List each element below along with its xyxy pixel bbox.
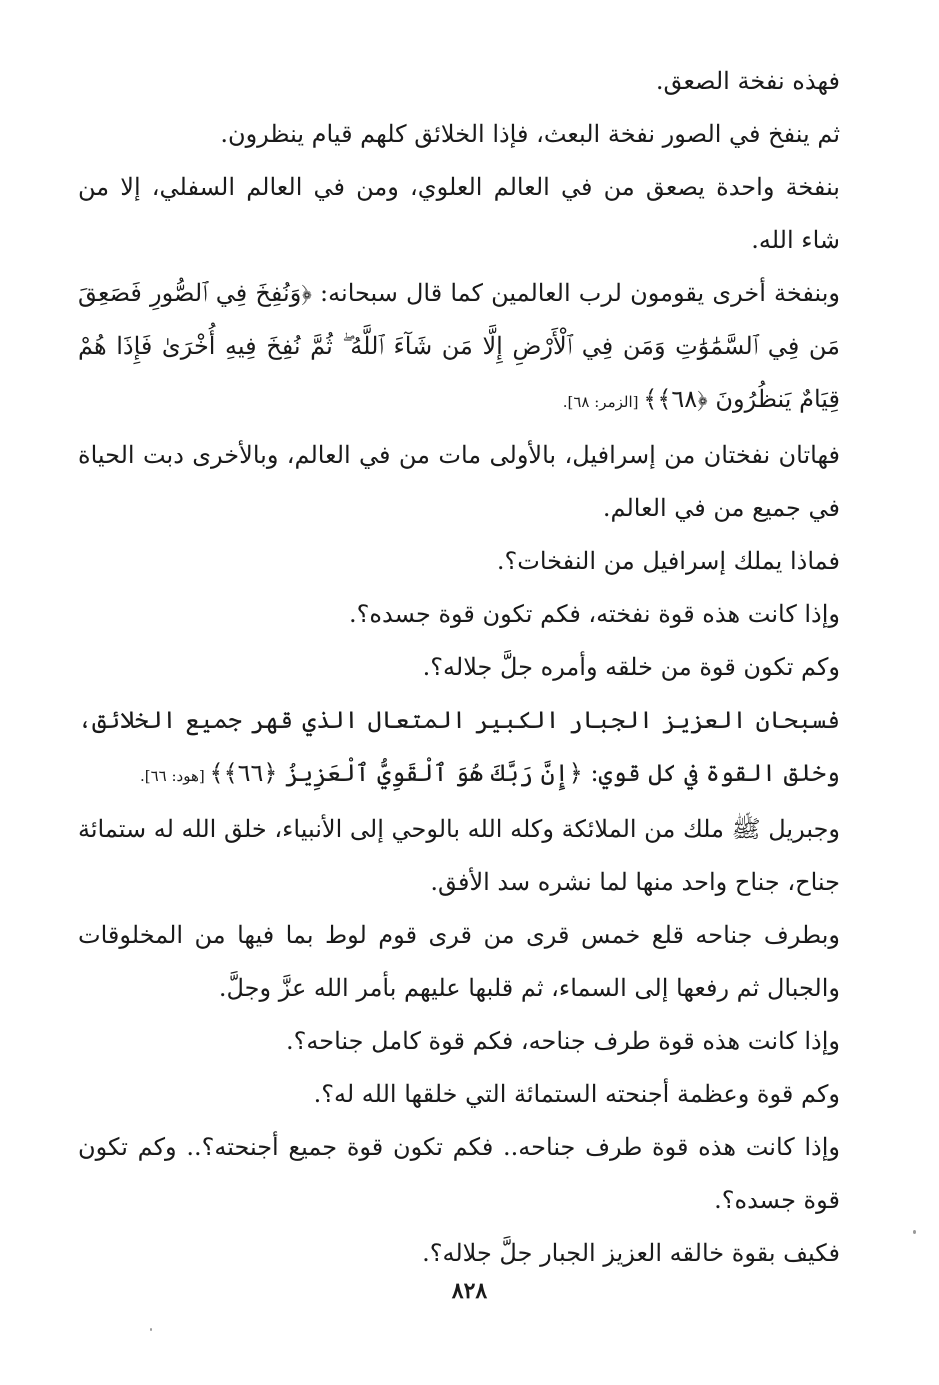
paragraph-text: فكيف بقوة خالقه العزيز الجبار جلَّ جلاله؟. — [422, 1239, 840, 1267]
paragraph-2 — [78, 108, 840, 161]
paragraph-text: وكم قوة وعظمة أجنحته الستمائة التي خلقها الله له؟. — [313, 1080, 840, 1108]
paragraph-text: بنفخة واحدة يصعق من في العالم العلوي، ومن في العالم السفلي، إلا من شاء الله. — [78, 173, 840, 254]
paragraph-11 — [78, 909, 840, 1015]
paragraph-13 — [78, 1068, 840, 1121]
verse-reference: [الزمر: ٦٨]. — [562, 393, 644, 411]
paragraph-8 — [78, 641, 840, 694]
page-number: ٨٢٨ — [451, 1278, 488, 1304]
verse-reference: [هود: ٦٦]. — [139, 767, 210, 785]
paragraph-text: وبطرف جناحه قلع خمس قرى من قرى قوم لوط بما فيها من المخلوقات والجبال ثم رفعها إلى السماء، ثم قلبها عليهم بأمر الله عزَّ وجلَّ. — [78, 921, 840, 1002]
paragraph-7 — [78, 588, 840, 641]
paragraph-3 — [78, 161, 840, 267]
paragraph-text: وإذا كانت هذه قوة طرف جناحه، فكم قوة كامل جناحه؟. — [286, 1027, 840, 1055]
paragraph-5 — [78, 429, 840, 535]
quran-verse: ﴿إِنَّ رَبَّكَ هُوَ ٱلْقَوِيُّ ٱلْعَزِيزُ ﴿٦٦﴾﴾ — [209, 759, 583, 787]
paragraph-6 — [78, 535, 840, 588]
paragraph-text: فسبحان العزيز الجبار الكبير المتعال الذي قهر جميع الخلائق، وخلق القوة في كل قوي: — [78, 706, 840, 787]
paragraph-text: فماذا يملك إسرافيل من النفخات؟. — [496, 547, 840, 575]
page-body — [78, 55, 840, 1280]
scan-speck — [913, 1230, 916, 1234]
paragraph-text: فهذه نفخة الصعق. — [655, 67, 840, 95]
paragraph-9 — [78, 694, 840, 803]
paragraph-1 — [78, 55, 840, 108]
paragraph-text: فهاتان نفختان من إسرافيل، بالأولى مات من في العالم، وبالأخرى دبت الحياة في جميع من في العالم. — [78, 441, 840, 522]
paragraph-text: وإذا كانت هذه قوة طرف جناحه.. فكم تكون قوة جميع أجنحته؟.. وكم تكون قوة جسده؟. — [78, 1133, 840, 1214]
paragraph-14 — [78, 1121, 840, 1227]
paragraph-15 — [78, 1227, 840, 1280]
paragraph-text: وإذا كانت هذه قوة نفخته، فكم تكون قوة جسده؟. — [349, 600, 840, 628]
paragraph-text: وجبريل ﷺ ملك من الملائكة وكله الله بالوحي إلى الأنبياء، خلق الله له ستمائة جناح، جناح واحد منها لما نشره سد الأفق. — [78, 815, 840, 896]
paragraph-text: ثم ينفخ في الصور نفخة البعث، فإذا الخلائق كلهم قيام ينظرون. — [220, 120, 840, 148]
quran-verse: ﴿وَنُفِخَ فِي ٱلصُّورِ فَصَعِقَ مَن فِي ٱلسَّمَٰوَٰتِ وَمَن فِي ٱلْأَرْضِ إِلَّا مَن شَآءَ ٱللَّهُ ۖ ثُمَّ نُفِخَ فِيهِ أُخْرَىٰ فَإِذَا هُمْ قِيَامٌ يَنظُرُونَ ﴿٦٨﴾﴾ — [78, 279, 840, 413]
paragraph-text: وكم تكون قوة من خلقه وأمره جلَّ جلاله؟. — [422, 653, 840, 681]
paragraph-text: وبنفخة أخرى يقومون لرب العالمين كما قال سبحانه: — [311, 279, 841, 307]
paragraph-4 — [78, 267, 840, 429]
paragraph-10 — [78, 803, 840, 909]
paragraph-12 — [78, 1015, 840, 1068]
scan-speck — [150, 1328, 152, 1331]
